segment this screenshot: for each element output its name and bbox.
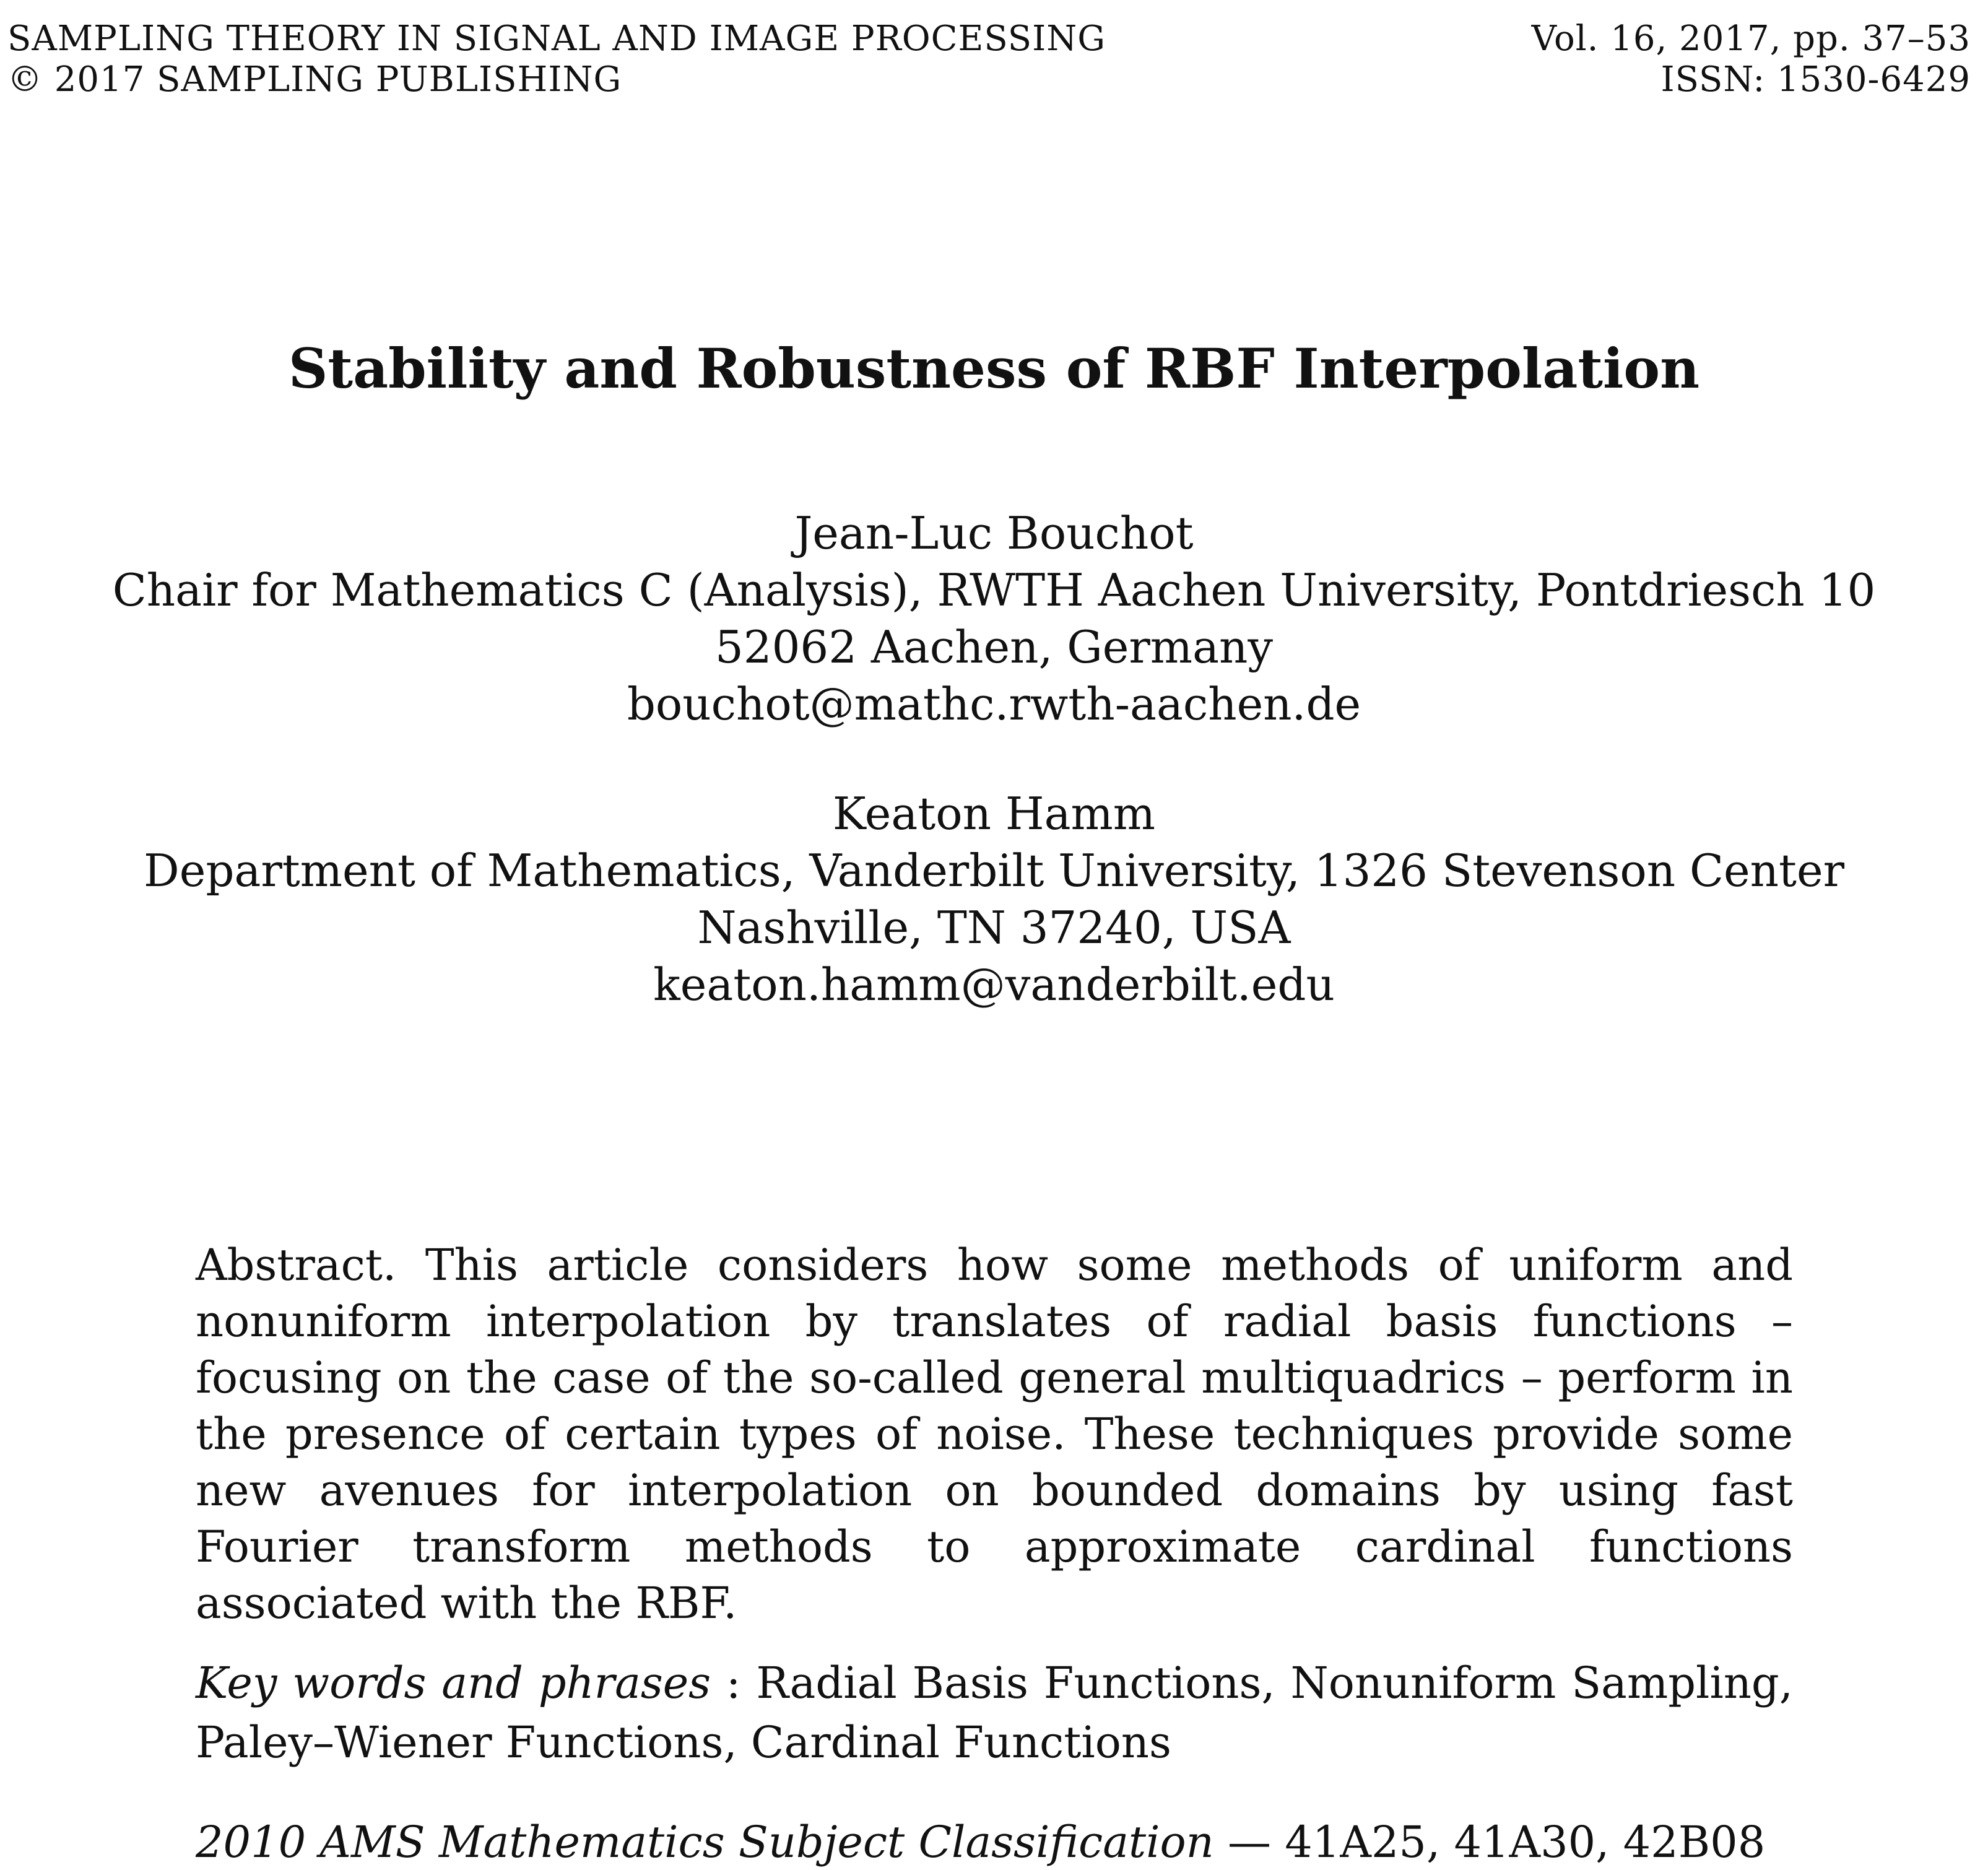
author-affiliation: Chair for Mathematics C (Analysis), RWTH Aachen University, Pontdriesch 10 [112,564,1876,616]
issn: ISSN: 1530-6429 [1660,59,1971,100]
author-block-2 [0,785,1988,1013]
msc-codes: 41A25, 41A30, 42B08 [1285,1817,1766,1868]
author-address: Nashville, TN 37240, USA [697,902,1291,954]
keywords [196,1653,1793,1772]
author-name: Keaton Hamm [832,788,1156,840]
author-name: Jean-Luc Bouchot [794,507,1194,559]
copyright-line: © 2017 SAMPLING PUBLISHING [7,59,622,100]
msc-separator: — [1213,1817,1285,1868]
paper-title: Stability and Robustness of RBF Interpolation [288,336,1700,401]
msc-label: 2010 AMS Mathematics Subject Classification [196,1817,1214,1868]
volume-info: Vol. 16, 2017, pp. 37–53 [1531,19,1971,59]
msc-classification [196,1814,1793,1870]
author-affiliation: Department of Mathematics, Vanderbilt University, 1326 Stevenson Center [143,845,1844,897]
keywords-text: Radial Basis Functions, Nonuniform Sampling, Paley–Wiener Functions, Cardinal Functions [196,1658,1793,1768]
keywords-separator: : [711,1658,757,1708]
abstract: Abstract. This article considers how some methods of uniform and nonuniform interpolation by translates of radial basis functions – focusing on the case of the so-called general multiquadrics – perform in the presence of certain types of noise. These techniques provide some new avenues for interpolation on bounded domains by using fast Fourier transform methods to approximate cardinal functions associated with the RBF. [196,1240,1793,1629]
author-email[interactable]: bouchot@mathc.rwth-aachen.de [627,678,1361,730]
keywords-label: Key words and phrases [196,1658,711,1708]
journal-name: SAMPLING THEORY IN SIGNAL AND IMAGE PROCESSING [7,19,1106,59]
author-address: 52062 Aachen, Germany [714,621,1274,673]
author-block-1 [0,505,1988,733]
author-email[interactable]: keaton.hamm@vanderbilt.edu [653,959,1335,1011]
